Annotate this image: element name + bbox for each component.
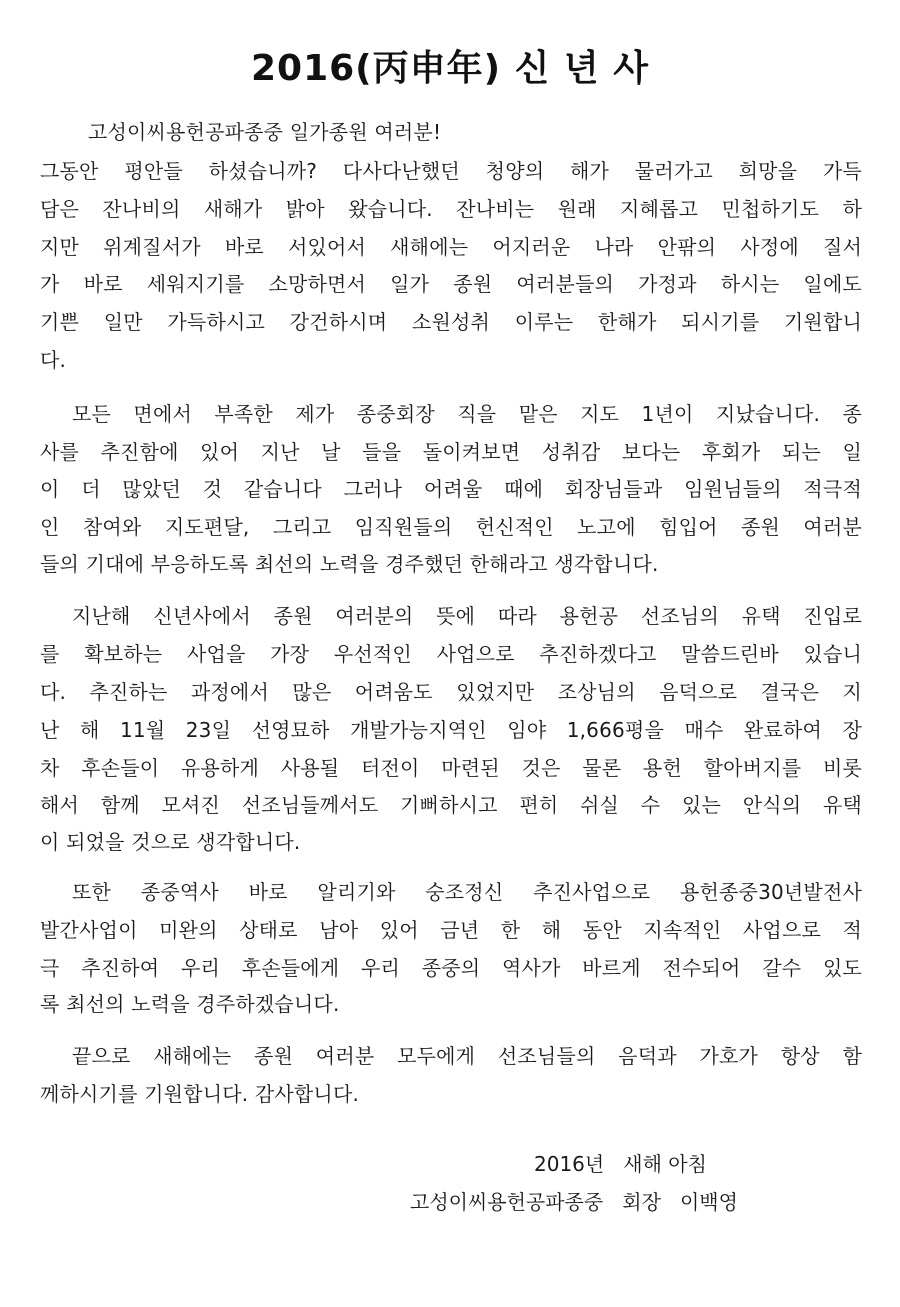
paragraph-2-line-5: 들의 기대에 부응하도록 최선의 노력을 경주했던 한해라고 생각합니다. [40, 552, 659, 576]
paragraph-1-line-4: 가 바로 세워지기를 소망하면서 일가 종원 여러분들의 가정과 하시는 일에도 [40, 272, 862, 296]
paragraph-4-line-2: 발간사업이 미완의 상태로 남아 있어 금년 한 해 동안 지속적인 사업으로 적 [40, 918, 862, 942]
greeting: 고성이씨용헌공파종중 일가종원 여러분! [88, 120, 442, 144]
paragraph-4-line-3: 극 추진하여 우리 후손들에게 우리 종중의 역사가 바르게 전수되어 갈수 있도 [40, 956, 862, 980]
paragraph-5-line-2: 께하시기를 기원합니다. 감사합니다. [40, 1082, 360, 1106]
paragraph-2-line-4: 인 참여와 지도편달, 그리고 임직원들의 헌신적인 노고에 힘입어 종원 여러분 [40, 515, 862, 539]
paragraph-1-line-1: 그동안 평안들 하셨습니까? 다사다난했던 청양의 해가 물러가고 희망을 가득 [40, 159, 862, 183]
paragraph-5-line-1: 끝으로 새해에는 종원 여러분 모두에게 선조님들의 음덕과 가호가 항상 함 [72, 1044, 862, 1068]
paragraph-1-line-3: 지만 위계질서가 바로 서있어서 새해에는 어지러운 나라 안팎의 사정에 질서 [40, 235, 862, 259]
paragraph-2-line-3: 이 더 많았던 것 같습니다 그러나 어려울 때에 회장님들과 임원님들의 적극적 [40, 477, 862, 501]
paragraph-1-line-5: 기쁜 일만 가득하시고 강건하시며 소원성취 이루는 한해가 되시기를 기원합니 [40, 310, 862, 334]
paragraph-2-line-1: 모든 면에서 부족한 제가 종중회장 직을 맡은 지도 1년이 지났습니다. 종 [72, 402, 862, 426]
paragraph-4-line-4: 록 최선의 노력을 경주하겠습니다. [40, 992, 340, 1016]
paragraph-3-line-6: 해서 함께 모셔진 선조님들께서도 기뻐하시고 편히 쉬실 수 있는 안식의 유택 [40, 793, 862, 817]
signature-author: 고성이씨용헌공파종중 회장 이백영 [410, 1190, 738, 1214]
paragraph-3-line-2: 를 확보하는 사업을 가장 우선적인 사업으로 추진하겠다고 말씀드린바 있습니 [40, 642, 862, 666]
signature-date: 2016년 새해 아침 [534, 1152, 707, 1176]
paragraph-2-line-2: 사를 추진함에 있어 지난 날 들을 돌이켜보면 성취감 보다는 후회가 되는 일 [40, 440, 862, 464]
page-title: 2016(丙申年) 신 년 사 [250, 48, 650, 89]
paragraph-1-line-2: 담은 잔나비의 새해가 밝아 왔습니다. 잔나비는 원래 지혜롭고 민첩하기도 하 [40, 197, 862, 221]
paragraph-1-line-6: 다. [40, 348, 67, 372]
paragraph-3-line-3: 다. 추진하는 과정에서 많은 어려움도 있었지만 조상님의 음덕으로 결국은 지 [40, 680, 862, 704]
paragraph-3-line-7: 이 되었을 것으로 생각합니다. [40, 830, 301, 854]
paragraph-3-line-1: 지난해 신년사에서 종원 여러분의 뜻에 따라 용헌공 선조님의 유택 진입로 [72, 604, 862, 628]
paragraph-4-line-1: 또한 종중역사 바로 알리기와 숭조정신 추진사업으로 용헌종중30년발전사 [72, 880, 862, 904]
paragraph-3-line-5: 차 후손들이 유용하게 사용될 터전이 마련된 것은 물론 용헌 할아버지를 비롯 [40, 756, 862, 780]
paragraph-3-line-4: 난 해 11월 23일 선영묘하 개발가능지역인 임야 1,666평을 매수 완료하여 장 [40, 718, 862, 742]
